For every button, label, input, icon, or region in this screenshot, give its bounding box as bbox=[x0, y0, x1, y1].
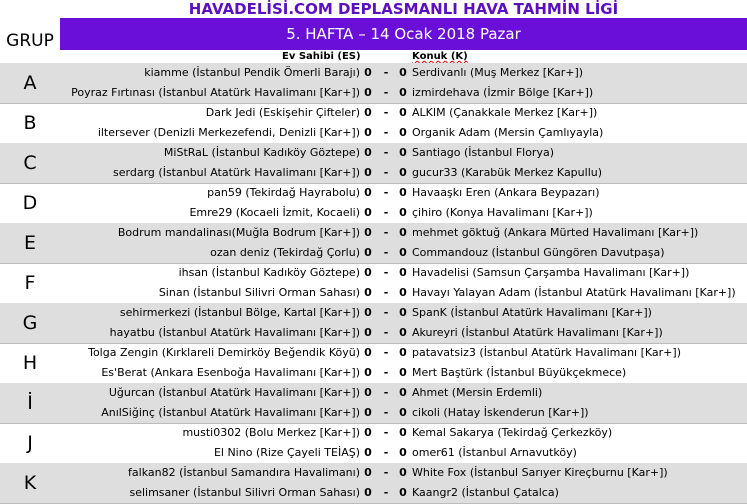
score-separator: - bbox=[383, 346, 389, 359]
home-score: 0 bbox=[364, 86, 372, 99]
away-team: Havayı Yalayan Adam (İstanbul Atatürk Havalimanı [Kar+]) bbox=[412, 286, 736, 299]
score-separator: - bbox=[383, 486, 389, 499]
home-team: El Nino (Rize Çayeli TEİAŞ) bbox=[213, 446, 360, 459]
match-row bbox=[0, 363, 747, 383]
away-score: 0 bbox=[399, 486, 407, 499]
home-team: ihsan (İstanbul Kadıköy Göztepe) bbox=[178, 266, 360, 279]
away-team: çihiro (Konya Havalimanı [Kar+]) bbox=[412, 206, 593, 219]
match-row bbox=[0, 123, 747, 143]
home-column-header: Ev Sahibi (ES) bbox=[282, 51, 361, 62]
away-team: Kaangr2 (İstanbul Çatalca) bbox=[412, 486, 559, 499]
home-score: 0 bbox=[364, 246, 372, 259]
score-separator: - bbox=[383, 406, 389, 419]
home-team: iltersever (Denizli Merkezefendi, Denizli [Kar+]) bbox=[97, 126, 360, 139]
home-team: AnılSiğinç (İstanbul Atatürk Havalimanı [Kar+]) bbox=[101, 406, 360, 419]
match-row bbox=[0, 443, 747, 463]
away-team: mehmet göktuğ (Ankara Mürted Havalimanı [Kar+]) bbox=[412, 226, 699, 239]
away-score: 0 bbox=[399, 186, 407, 199]
away-score: 0 bbox=[399, 126, 407, 139]
away-score: 0 bbox=[399, 406, 407, 419]
away-score: 0 bbox=[399, 366, 407, 379]
away-score: 0 bbox=[399, 246, 407, 259]
home-score: 0 bbox=[364, 106, 372, 119]
score-separator: - bbox=[383, 86, 389, 99]
score-separator: - bbox=[383, 426, 389, 439]
match-row bbox=[0, 403, 747, 423]
home-score: 0 bbox=[364, 126, 372, 139]
away-score: 0 bbox=[399, 146, 407, 159]
match-row bbox=[0, 143, 747, 163]
home-team: selimsaner (İstanbul Silivri Orman Sahası) bbox=[129, 486, 360, 499]
group-letter: J bbox=[27, 432, 33, 454]
match-row bbox=[0, 423, 747, 443]
match-row bbox=[0, 283, 747, 303]
home-score: 0 bbox=[364, 146, 372, 159]
match-row bbox=[0, 163, 747, 183]
home-score: 0 bbox=[364, 386, 372, 399]
group-letter: F bbox=[24, 272, 36, 294]
match-row bbox=[0, 183, 747, 203]
group-letter: C bbox=[23, 152, 37, 174]
group-letter: K bbox=[23, 472, 37, 494]
away-team: Mert Baştürk (İstanbul Büyükçekmece) bbox=[412, 366, 627, 379]
match-row bbox=[0, 323, 747, 343]
group-letter: D bbox=[22, 192, 38, 214]
score-separator: - bbox=[383, 66, 389, 79]
away-score: 0 bbox=[399, 346, 407, 359]
away-team: Havadelisi (Samsun Çarşamba Havalimanı [Kar+]) bbox=[412, 266, 690, 279]
away-team: cikoli (Hatay İskenderun [Kar+]) bbox=[412, 406, 589, 419]
home-team: sehirmerkezi (İstanbul Bölge, Kartal [Kar+]) bbox=[119, 306, 360, 319]
group-letter: H bbox=[22, 352, 38, 374]
home-team: Uğurcan (İstanbul Atatürk Havalimanı [Kar+]) bbox=[108, 386, 360, 399]
home-team: Tolga Zengin (Kırklareli Demirköy Beğendik Köyü) bbox=[88, 346, 360, 359]
away-team: Serdivanlı (Muş Merkez [Kar+]) bbox=[412, 66, 584, 79]
away-team: Ahmet (Mersin Erdemli) bbox=[412, 386, 543, 399]
match-row bbox=[0, 483, 747, 503]
away-column-label: Konuk (K) bbox=[412, 51, 468, 62]
match-row bbox=[0, 263, 747, 283]
home-score: 0 bbox=[364, 186, 372, 199]
home-team: Es'Berat (Ankara Esenboğa Havalimanı [Kar+]) bbox=[101, 366, 360, 379]
score-separator: - bbox=[383, 206, 389, 219]
away-team: ALKIM (Çanakkale Merkez [Kar+]) bbox=[412, 106, 598, 119]
home-score: 0 bbox=[364, 306, 372, 319]
page-title: HAVADELİSİ.COM DEPLASMANLI HAVA TAHMİN LİGİ bbox=[60, 0, 747, 18]
away-score: 0 bbox=[399, 306, 407, 319]
home-team: Dark Jedi (Eskişehir Çifteler) bbox=[205, 106, 360, 119]
home-score: 0 bbox=[364, 466, 372, 479]
away-team: Havaaşkı Eren (Ankara Beypazarı) bbox=[412, 186, 600, 199]
home-score: 0 bbox=[364, 166, 372, 179]
home-team: Emre29 (Kocaeli İzmit, Kocaeli) bbox=[189, 206, 360, 219]
group-letter: İ bbox=[27, 392, 33, 414]
home-score: 0 bbox=[364, 486, 372, 499]
away-column-header bbox=[412, 50, 468, 64]
score-separator: - bbox=[383, 446, 389, 459]
score-separator: - bbox=[383, 286, 389, 299]
away-score: 0 bbox=[399, 326, 407, 339]
away-score: 0 bbox=[399, 106, 407, 119]
score-separator: - bbox=[383, 246, 389, 259]
away-score: 0 bbox=[399, 286, 407, 299]
score-separator: - bbox=[383, 366, 389, 379]
score-separator: - bbox=[383, 126, 389, 139]
score-separator: - bbox=[383, 386, 389, 399]
home-score: 0 bbox=[364, 206, 372, 219]
away-team: Santiago (İstanbul Florya) bbox=[412, 146, 554, 159]
score-separator: - bbox=[383, 186, 389, 199]
match-row bbox=[0, 83, 747, 103]
match-row bbox=[0, 103, 747, 123]
match-row bbox=[0, 303, 747, 323]
group-letter: G bbox=[22, 312, 38, 334]
match-row bbox=[0, 203, 747, 223]
match-row bbox=[0, 223, 747, 243]
away-team: SpanK (İstanbul Atatürk Havalimanı [Kar+]) bbox=[412, 306, 652, 319]
home-score: 0 bbox=[364, 346, 372, 359]
group-letter: A bbox=[23, 72, 37, 94]
away-score: 0 bbox=[399, 166, 407, 179]
score-separator: - bbox=[383, 326, 389, 339]
away-score: 0 bbox=[399, 446, 407, 459]
match-row bbox=[0, 63, 747, 83]
away-score: 0 bbox=[399, 266, 407, 279]
home-score: 0 bbox=[364, 286, 372, 299]
home-team: MiStRaL (İstanbul Kadıköy Göztepe) bbox=[163, 146, 360, 159]
match-row bbox=[0, 243, 747, 263]
away-team: Commandouz (İstanbul Güngören Davutpaşa) bbox=[412, 246, 665, 259]
score-separator: - bbox=[383, 166, 389, 179]
score-separator: - bbox=[383, 106, 389, 119]
home-team: Sinan (İstanbul Silivri Orman Sahası) bbox=[158, 286, 360, 299]
home-score: 0 bbox=[364, 66, 372, 79]
home-team: pan59 (Tekirdağ Hayrabolu) bbox=[207, 186, 360, 199]
away-score: 0 bbox=[399, 466, 407, 479]
home-team: Poyraz Fırtınası (İstanbul Atatürk Havalimanı [Kar+]) bbox=[71, 86, 360, 99]
home-score: 0 bbox=[364, 366, 372, 379]
away-score: 0 bbox=[399, 66, 407, 79]
match-row bbox=[0, 463, 747, 483]
home-team: falkan82 (İstanbul Samandıra Havalimanı) bbox=[128, 466, 360, 479]
score-separator: - bbox=[383, 226, 389, 239]
away-team: Organik Adam (Mersin Çamlıyayla) bbox=[412, 126, 604, 139]
home-team: musti0302 (Bolu Merkez [Kar+]) bbox=[182, 426, 360, 439]
week-date-banner: 5. HAFTA – 14 Ocak 2018 Pazar bbox=[60, 18, 747, 50]
home-team: Bodrum mandalinası(Muğla Bodrum [Kar+]) bbox=[117, 226, 360, 239]
away-team: Kemal Sakarya (Tekirdağ Çerkezköy) bbox=[412, 426, 613, 439]
match-row bbox=[0, 343, 747, 363]
away-team: izmirdehava (İzmir Bölge [Kar+]) bbox=[412, 86, 594, 99]
away-team: White Fox (İstanbul Sarıyer Kireçburnu [Kar+]) bbox=[412, 466, 668, 479]
home-score: 0 bbox=[364, 226, 372, 239]
away-score: 0 bbox=[399, 206, 407, 219]
away-score: 0 bbox=[399, 386, 407, 399]
away-score: 0 bbox=[399, 86, 407, 99]
home-score: 0 bbox=[364, 446, 372, 459]
score-separator: - bbox=[383, 306, 389, 319]
home-team: serdarg (İstanbul Atatürk Havalimanı [Kar+]) bbox=[113, 166, 360, 179]
home-score: 0 bbox=[364, 266, 372, 279]
home-team: hayatbu (İstanbul Atatürk Havalimanı [Kar+]) bbox=[109, 326, 360, 339]
score-separator: - bbox=[383, 146, 389, 159]
group-letter: B bbox=[23, 112, 37, 134]
away-team: patavatsiz3 (İstanbul Atatürk Havalimanı [Kar+]) bbox=[412, 346, 681, 359]
away-team: omer61 (İstanbul Arnavutköy) bbox=[412, 446, 577, 459]
away-team: gucur33 (Karabük Merkez Kapullu) bbox=[412, 166, 603, 179]
score-separator: - bbox=[383, 266, 389, 279]
home-score: 0 bbox=[364, 426, 372, 439]
away-score: 0 bbox=[399, 426, 407, 439]
away-score: 0 bbox=[399, 226, 407, 239]
match-row bbox=[0, 383, 747, 403]
away-team: Akureyri (İstanbul Atatürk Havalimanı [Kar+]) bbox=[412, 326, 663, 339]
group-column-label: GRUP bbox=[6, 31, 54, 51]
score-separator: - bbox=[383, 466, 389, 479]
home-team: ozan deniz (Tekirdağ Çorlu) bbox=[210, 246, 360, 259]
group-letter: E bbox=[23, 232, 36, 254]
home-score: 0 bbox=[364, 326, 372, 339]
home-team: kiamme (İstanbul Pendik Ömerli Barajı) bbox=[144, 66, 360, 79]
home-score: 0 bbox=[364, 406, 372, 419]
